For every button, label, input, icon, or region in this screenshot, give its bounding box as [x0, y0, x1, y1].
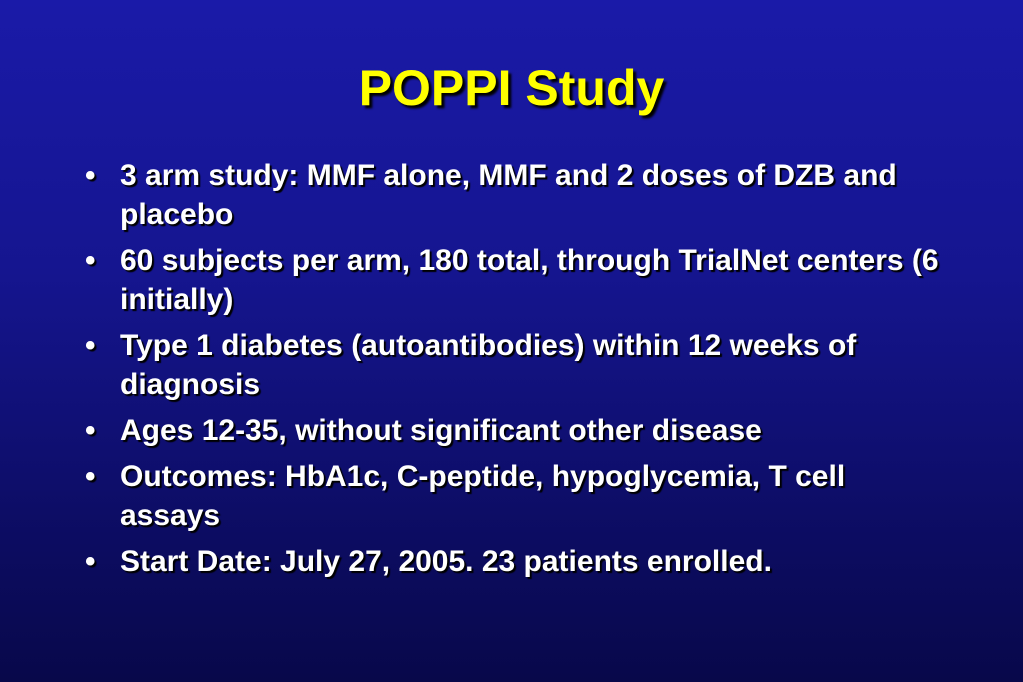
bullet-text: Outcomes: HbA1c, C-peptide, hypoglycemia, T cell assays	[120, 460, 846, 532]
bullet-list	[85, 156, 945, 588]
bullet-item	[85, 411, 945, 450]
bullet-item	[85, 156, 945, 234]
bullet-item	[85, 542, 945, 581]
bullet-item	[85, 457, 945, 535]
bullet-text: 3 arm study: MMF alone, MMF and 2 doses of DZB and placebo	[120, 159, 897, 231]
bullet-item	[85, 326, 945, 404]
bullet-dot-icon: •	[85, 414, 96, 447]
bullet-text: Ages 12-35, without significant other disease	[120, 414, 762, 447]
bullet-dot-icon: •	[85, 244, 96, 277]
bullet-dot-icon: •	[85, 545, 96, 578]
slide-title: POPPI Study	[358, 60, 665, 116]
bullet-text: Type 1 diabetes (autoantibodies) within 12 weeks of diagnosis	[120, 329, 857, 401]
bullet-item	[85, 241, 945, 319]
bullet-text: Start Date: July 27, 2005. 23 patients enrolled.	[120, 545, 772, 578]
bullet-text: 60 subjects per arm, 180 total, through TrialNet centers (6 initially)	[120, 244, 939, 316]
bullet-dot-icon: •	[85, 329, 96, 362]
bullet-dot-icon: •	[85, 159, 96, 192]
bullet-dot-icon: •	[85, 460, 96, 493]
